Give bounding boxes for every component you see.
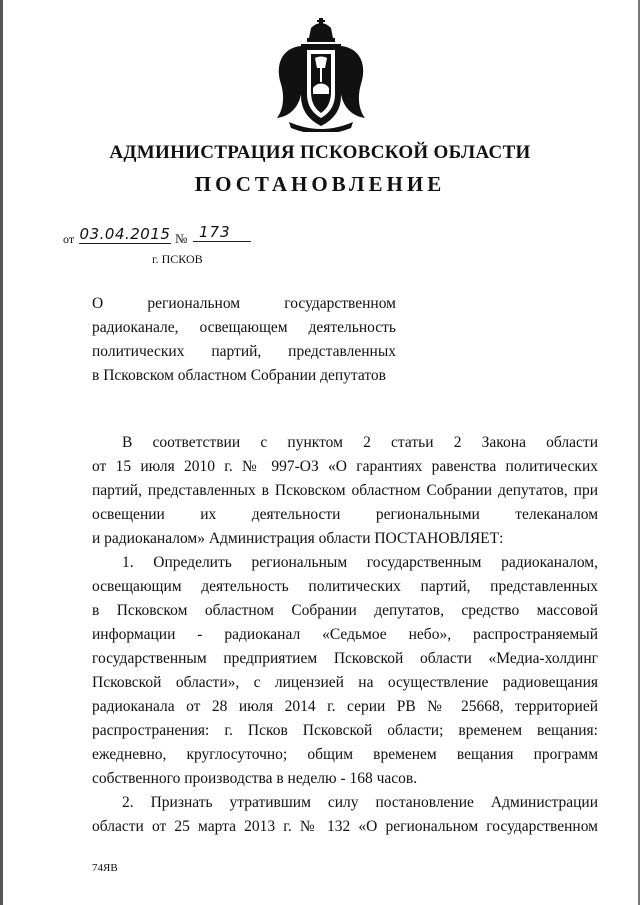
city-label: г. ПСКОВ <box>152 252 203 266</box>
body-line: распространения: г. Псков Псковской области; временем вещания: <box>92 722 598 739</box>
subject-line: в Псковском областном Собрании депутатов <box>92 367 386 384</box>
subject-line: политических партий, представленных <box>92 343 396 360</box>
body-line: информации - радиоканал «Седьмое небо», распространяемый <box>92 626 598 643</box>
date-number-line <box>63 223 263 251</box>
date-label: от <box>63 232 75 246</box>
body-line: в Псковском областном Собрании депутатов, средство массовой <box>92 602 598 619</box>
coat-of-arms-emblem <box>271 18 371 132</box>
body-line: радиоканала от 28 июля 2014 г. серии РВ № 25668, территорией <box>92 698 598 715</box>
body-line: собственного производства в неделю - 168 часов. <box>92 770 418 787</box>
body-line: партий, представленных в Псковском областном Собрании депутатов, при <box>92 482 598 499</box>
subject-line: радиоканале, освещающем деятельность <box>92 319 396 336</box>
body-line: ежедневно, круглосуточно; общим временем вещания программ <box>92 746 598 763</box>
body-line: от 15 июля 2010 г. № 997-ОЗ «О гарантиях равенства политических <box>92 458 598 475</box>
body-line: области от 25 марта 2013 г. № 132 «О региональном государственном <box>92 818 598 835</box>
number-label: № <box>175 231 188 246</box>
scan-left-edge <box>0 0 3 905</box>
footer-code: 74ЯВ <box>92 862 118 874</box>
subject-line: О региональном государственном <box>92 295 396 312</box>
body-line: и радиоканалом» Администрация области ПОСТАНОВЛЯЕТ: <box>92 530 504 547</box>
body-line: государственным предприятием Псковской области «Медиа-холдинг <box>92 650 598 667</box>
body-line: 1. Определить региональным государственным радиоканалом, <box>122 554 598 571</box>
body-line: 2. Признать утратившим силу постановление Администрации <box>122 794 598 811</box>
body-line: В соответствии с пунктом 2 статьи 2 Закона области <box>122 434 598 451</box>
document-type-heading: ПОСТАНОВЛЕНИЕ <box>194 172 446 196</box>
document-subject <box>92 292 396 388</box>
organization-title: АДМИНИСТРАЦИЯ ПСКОВСКОЙ ОБЛАСТИ <box>109 142 531 163</box>
document-body <box>92 431 598 839</box>
body-line: Псковской области», с лицензией на осуществление радиовещания <box>92 674 598 691</box>
body-line: освещающим деятельность политических партий, представленных <box>92 578 598 595</box>
document-date: 03.04.2015 <box>79 225 171 243</box>
document-number: 173 <box>193 223 251 242</box>
body-line: освещении их деятельности региональными телеканалом <box>92 506 598 523</box>
